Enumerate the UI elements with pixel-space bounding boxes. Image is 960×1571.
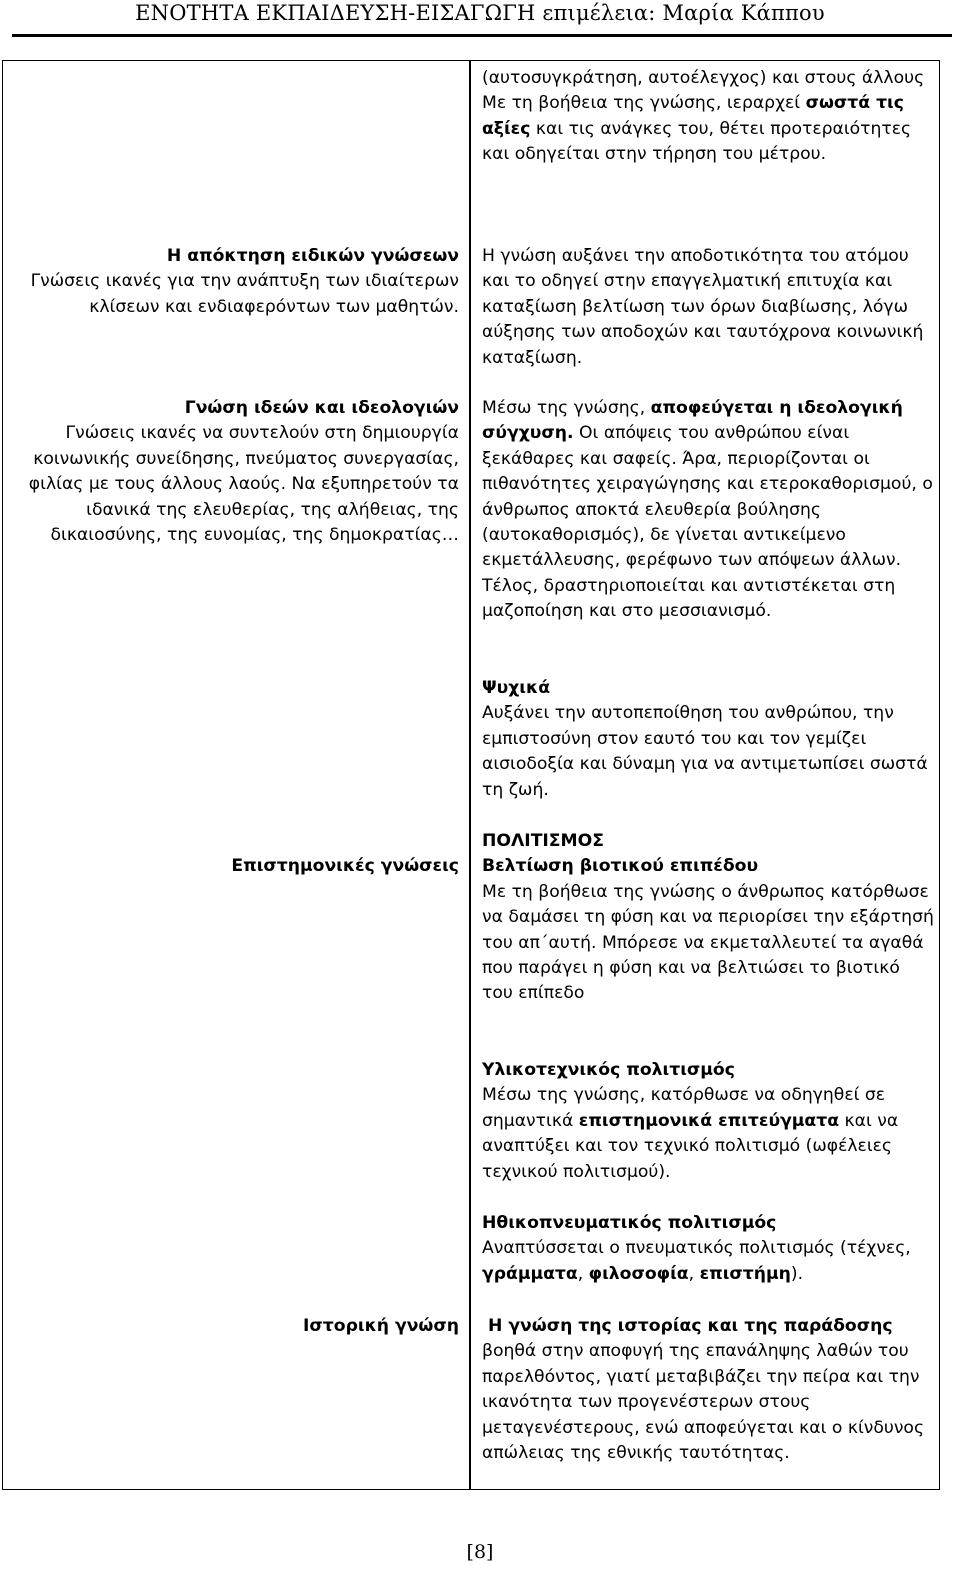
ideology-block bbox=[482, 396, 934, 625]
historical-knowledge-heading: Ιστορική γνώση bbox=[303, 1316, 459, 1336]
material-culture-heading: Υλικοτεχνικός πολιτισμός bbox=[482, 1060, 735, 1080]
column-divider bbox=[469, 60, 471, 1490]
specialized-knowledge-cell bbox=[14, 244, 459, 320]
moral-culture-heading: Ηθικοπνευματικός πολιτισμός bbox=[482, 1213, 777, 1233]
moral-culture-text: Αναπτύσσεται ο πνευματικός πολιτισμός (τέχνες, γράμματα, φιλοσοφία, επιστήμη). bbox=[482, 1238, 911, 1284]
ideas-knowledge-cell bbox=[14, 396, 459, 548]
values-paragraph: Με τη βοήθεια της γνώσης, ιεραρχεί σωστά τις αξίες και τις ανάγκες του, θέτει προτεραιότητες και οδηγείται στην τήρηση του μέτρου. bbox=[482, 93, 912, 165]
culture-heading: ΠΟΛΙΤΙΣΜΟΣ bbox=[482, 831, 605, 851]
material-culture-text: Μέσω της γνώσης, κατόρθωσε να οδηγηθεί σε σημαντικά επιστημονικά επιτεύγματα και να αναπτύξει και τον τεχνικό πολιτισμό (ωφέλειες τεχνικού πολιτισμού). bbox=[482, 1085, 899, 1182]
self-control-block bbox=[482, 66, 934, 168]
page-header: ΕΝΟΤΗΤΑ ΕΚΠΑΙΔΕΥΣΗ-ΕΙΣΑΓΩΓΗ επιμέλεια: Μαρία Κάππου bbox=[135, 1, 825, 25]
scientific-knowledge-heading: Επιστημονικές γνώσεις bbox=[231, 856, 459, 876]
ideas-knowledge-heading: Γνώση ιδεών και ιδεολογιών bbox=[184, 398, 459, 418]
psychological-block bbox=[482, 676, 934, 803]
history-heading: Η γνώση της ιστορίας και της παράδοσης bbox=[482, 1316, 893, 1336]
psychological-heading: Ψυχικά bbox=[482, 678, 551, 698]
psychological-text: Αυξάνει την αυτοπεποίθηση του ανθρώπου, την εμπιστοσύνη στον εαυτό του και τον γεμίζει αισιοδοξία και δύναμη για να αντιμετωπίσει σωστά τη ζωή. bbox=[482, 703, 928, 800]
effectiveness-block bbox=[482, 244, 934, 371]
page-number: [8] bbox=[466, 1541, 494, 1563]
header-rule bbox=[12, 34, 952, 37]
living-standard-text: Με τη βοήθεια της γνώσης ο άνθρωπος κατόρθωσε να δαμάσει τη φύση και να περιορίσει την εξάρτησή του απ΄αυτή. Μπόρεσε να εκμεταλλευτεί τα αγαθά που παράγει η φύση και να βελτιώσει το βιοτικό του επίπεδο bbox=[482, 881, 934, 1004]
historical-knowledge-cell bbox=[14, 1314, 459, 1339]
self-control-text: (αυτοσυγκράτηση, αυτοέλεγχος) και στους άλλους bbox=[482, 68, 925, 88]
specialized-knowledge-heading: Η απόκτηση ειδικών γνώσεων bbox=[166, 246, 459, 266]
scientific-knowledge-cell bbox=[14, 854, 459, 879]
effectiveness-text: Η γνώση αυξάνει την αποδοτικότητα του ατόμου και το οδηγεί στην επαγγελματική επιτυχία και καταξίωση βελτίωση των όρων διαβίωσης, λόγω αύξησης των αποδοχών και ταυτόχρονα κοινωνική καταξίωση. bbox=[482, 246, 924, 368]
living-standard-heading: Βελτίωση βιοτικού επιπέδου bbox=[482, 856, 759, 877]
culture-block bbox=[482, 829, 934, 1007]
moral-culture-block bbox=[482, 1211, 934, 1287]
specialized-knowledge-text: Γνώσεις ικανές για την ανάπτυξη των ιδιαίτερων κλίσεων και ενδιαφερόντων των μαθητών. bbox=[30, 271, 459, 317]
ideas-knowledge-text: Γνώσεις ικανές να συντελούν στη δημιουργία κοινωνικής συνείδησης, πνεύματος συνεργασίας, φιλίας με τους άλλους λαούς. Να εξυπηρετούν τα ιδανικά της ελευθερίας, της αλήθειας, της δικαιοσύνης, της ευνομίας, της δημοκρατίας… bbox=[28, 423, 459, 546]
history-text: βοηθά στην αποφυγή της επανάληψης λαθών του παρελθόντος, γιατί μεταβιβάζει την πείρα και την ικανότητα των προγενέστερων στους μεταγενέστερους, ενώ αποφεύγεται και ο κίνδυνος απώλειας της εθνικής ταυτότητας. bbox=[482, 1341, 925, 1464]
history-block bbox=[482, 1314, 934, 1466]
ideology-text: Μέσω της γνώσης, αποφεύγεται η ιδεολογική σύγχυση. Οι απόψεις του ανθρώπου είναι ξεκάθαρες και σαφείς. Άρα, περιορίζονται οι πιθανότητες χειραγώγησης και ετεροκαθορισμού, ο άνθρωπος αποκτά ελευθερία βούλησης (αυτοκαθορισμός), δε γίνεται αντικείμενο εκμετάλλευσης, φερέφωνο των απόψεων άλλων. Τέλος, δραστηριοποιείται και αντιστέκεται στη μαζοποίηση και στο μεσσιανισμό. bbox=[482, 398, 933, 622]
material-culture-block bbox=[482, 1058, 934, 1185]
